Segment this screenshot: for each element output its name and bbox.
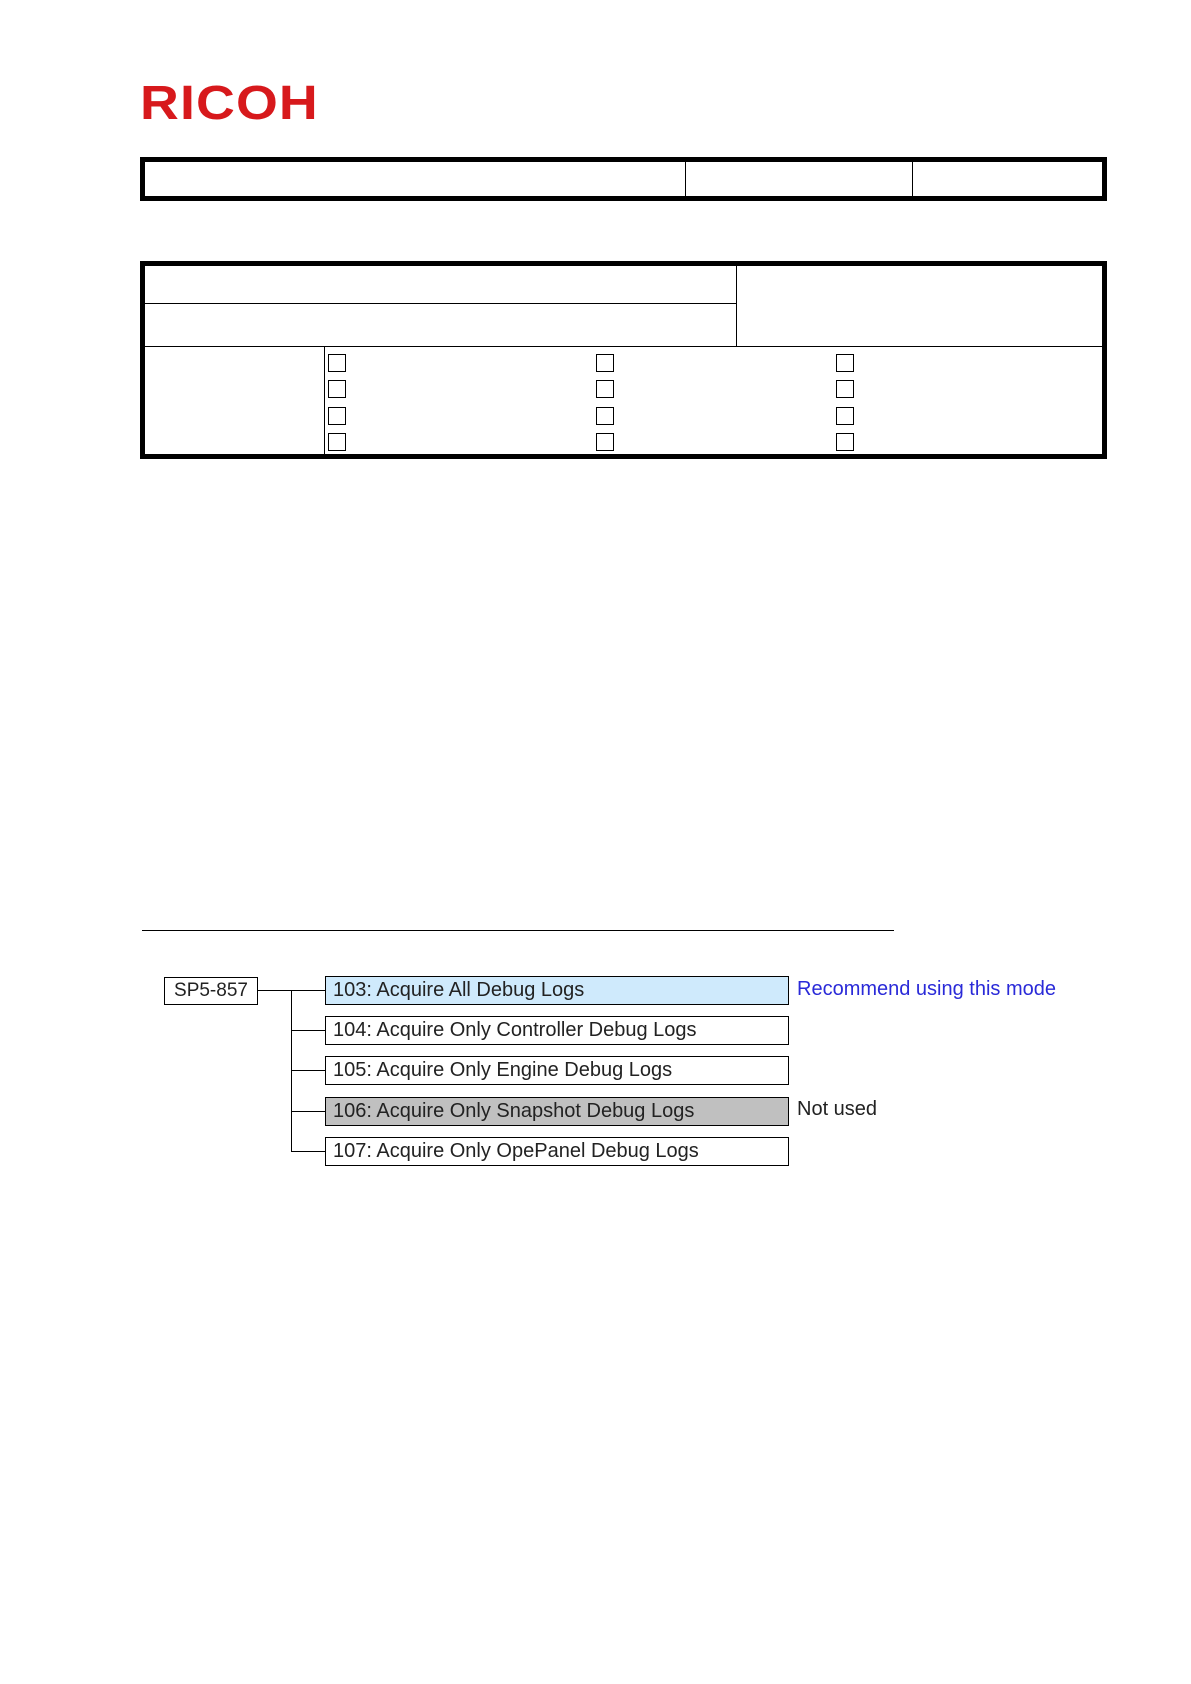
sp-root-box: SP5-857	[164, 977, 258, 1005]
form-top-left	[145, 266, 737, 346]
checkbox-col2-row2[interactable]	[596, 380, 614, 398]
not-used-note: Not used	[797, 1098, 878, 1120]
checkbox-col2-row3[interactable]	[596, 407, 614, 425]
checkbox-col3-row1[interactable]	[836, 354, 854, 372]
checkbox-col1-row4[interactable]	[328, 433, 346, 451]
checkbox-col2-row1[interactable]	[596, 354, 614, 372]
recommend-note: Recommend using this mode	[797, 978, 1057, 1000]
checkbox-col1-row1[interactable]	[328, 354, 346, 372]
checkbox-col3-row4[interactable]	[836, 433, 854, 451]
checkbox-col3-row3[interactable]	[836, 407, 854, 425]
checkbox-col1-row3[interactable]	[328, 407, 346, 425]
section-divider	[142, 930, 894, 931]
mode-box-106[interactable]: 106: Acquire Only Snapshot Debug Logs	[325, 1097, 789, 1126]
checkbox-col3-row2[interactable]	[836, 380, 854, 398]
header-cell-subject	[145, 162, 686, 196]
connector-105	[291, 1070, 325, 1071]
connector-107	[291, 1151, 325, 1152]
mode-box-105[interactable]: 105: Acquire Only Engine Debug Logs	[325, 1056, 789, 1085]
mode-box-104[interactable]: 104: Acquire Only Controller Debug Logs	[325, 1016, 789, 1045]
mode-box-107[interactable]: 107: Acquire Only OpePanel Debug Logs	[325, 1137, 789, 1166]
form-top-section	[145, 266, 1102, 347]
form-row-1	[145, 266, 736, 304]
header-cell-date	[913, 162, 1102, 196]
connector-trunk	[291, 990, 292, 1152]
header-cell-number	[686, 162, 913, 196]
checkbox-col2-row4[interactable]	[596, 433, 614, 451]
bulletin-form-table	[140, 261, 1107, 459]
form-classification-label	[145, 347, 325, 454]
checkbox-col1-row2[interactable]	[328, 380, 346, 398]
header-table	[140, 157, 1107, 201]
connector-104	[291, 1030, 325, 1031]
mode-box-103[interactable]: 103: Acquire All Debug Logs	[325, 976, 789, 1005]
connector-106	[291, 1111, 325, 1112]
ricoh-logo: RICOH	[140, 77, 319, 130]
